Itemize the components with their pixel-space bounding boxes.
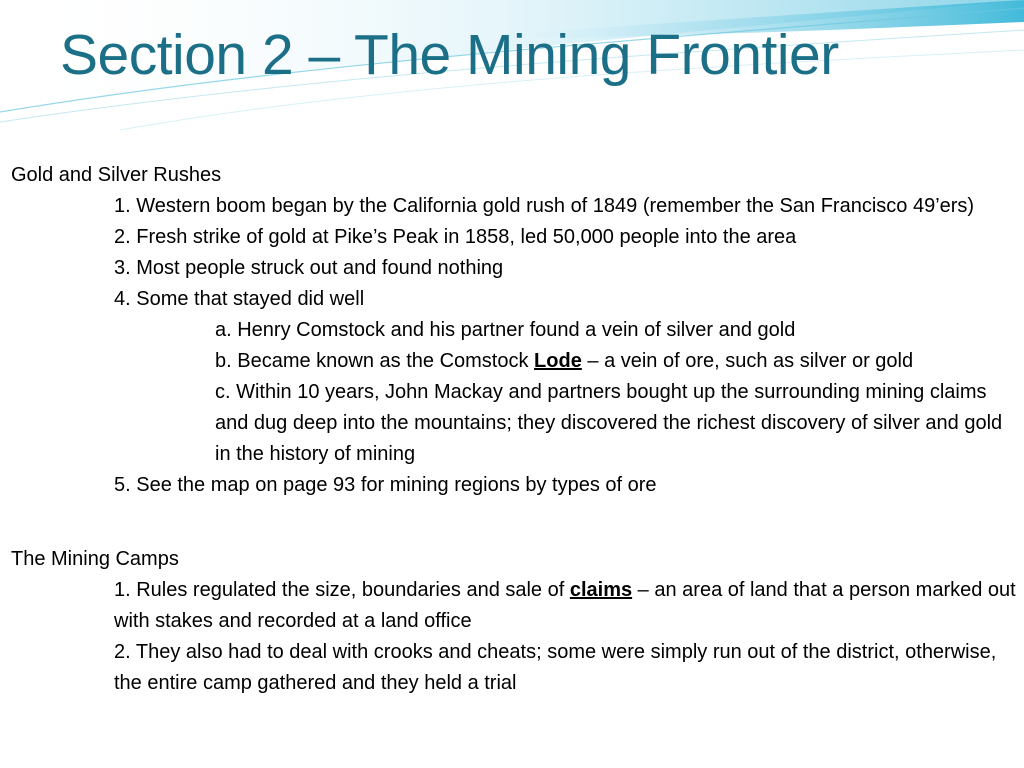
slide-body (11, 160, 1016, 699)
item-text: 1. Rules regulated the size, boundaries and sale of (114, 579, 570, 601)
list-item: 3. Most people struck out and found nothing (114, 257, 504, 279)
sub-list-item: c. Within 10 years, John Mackay and partners bought up the surrounding mining claims and dug deep into the mountains; they discovered the richest discovery of silver and gold in the history of mining (215, 381, 1003, 465)
list-item: 2. Fresh strike of gold at Pike’s Peak in 1858, led 50,000 people into the area (114, 226, 797, 248)
term-claims: claims (569, 579, 633, 601)
list-item: 2. They also had to deal with crooks and cheats; some were simply run out of the district, otherwise, the entire camp gathered and they held a trial (114, 641, 997, 694)
section-spacer (11, 501, 1016, 544)
section-heading-gold-silver: Gold and Silver Rushes (11, 164, 222, 186)
item-text: – an area of land that a person marked out with stakes and recorded at a land office (114, 579, 1016, 632)
sub-list-item-lode (215, 346, 1016, 377)
item-text: – a vein of ore, such as silver or gold (581, 350, 914, 372)
term-lode: Lode (534, 350, 582, 372)
section-heading-mining-camps: The Mining Camps (11, 548, 179, 570)
list-item: 1. Western boom began by the California gold rush of 1849 (remember the San Francisco 49’ers) (114, 195, 975, 217)
item-text: b. Became known as the Comstock (215, 350, 535, 372)
list-item: 4. Some that stayed did well (114, 288, 365, 310)
slide-title: Section 2 – The Mining Frontier (60, 23, 839, 87)
sub-list-item: a. Henry Comstock and his partner found a vein of silver and gold (215, 319, 796, 341)
list-item: 5. See the map on page 93 for mining regions by types of ore (114, 474, 657, 496)
list-item-claims (114, 575, 1016, 637)
